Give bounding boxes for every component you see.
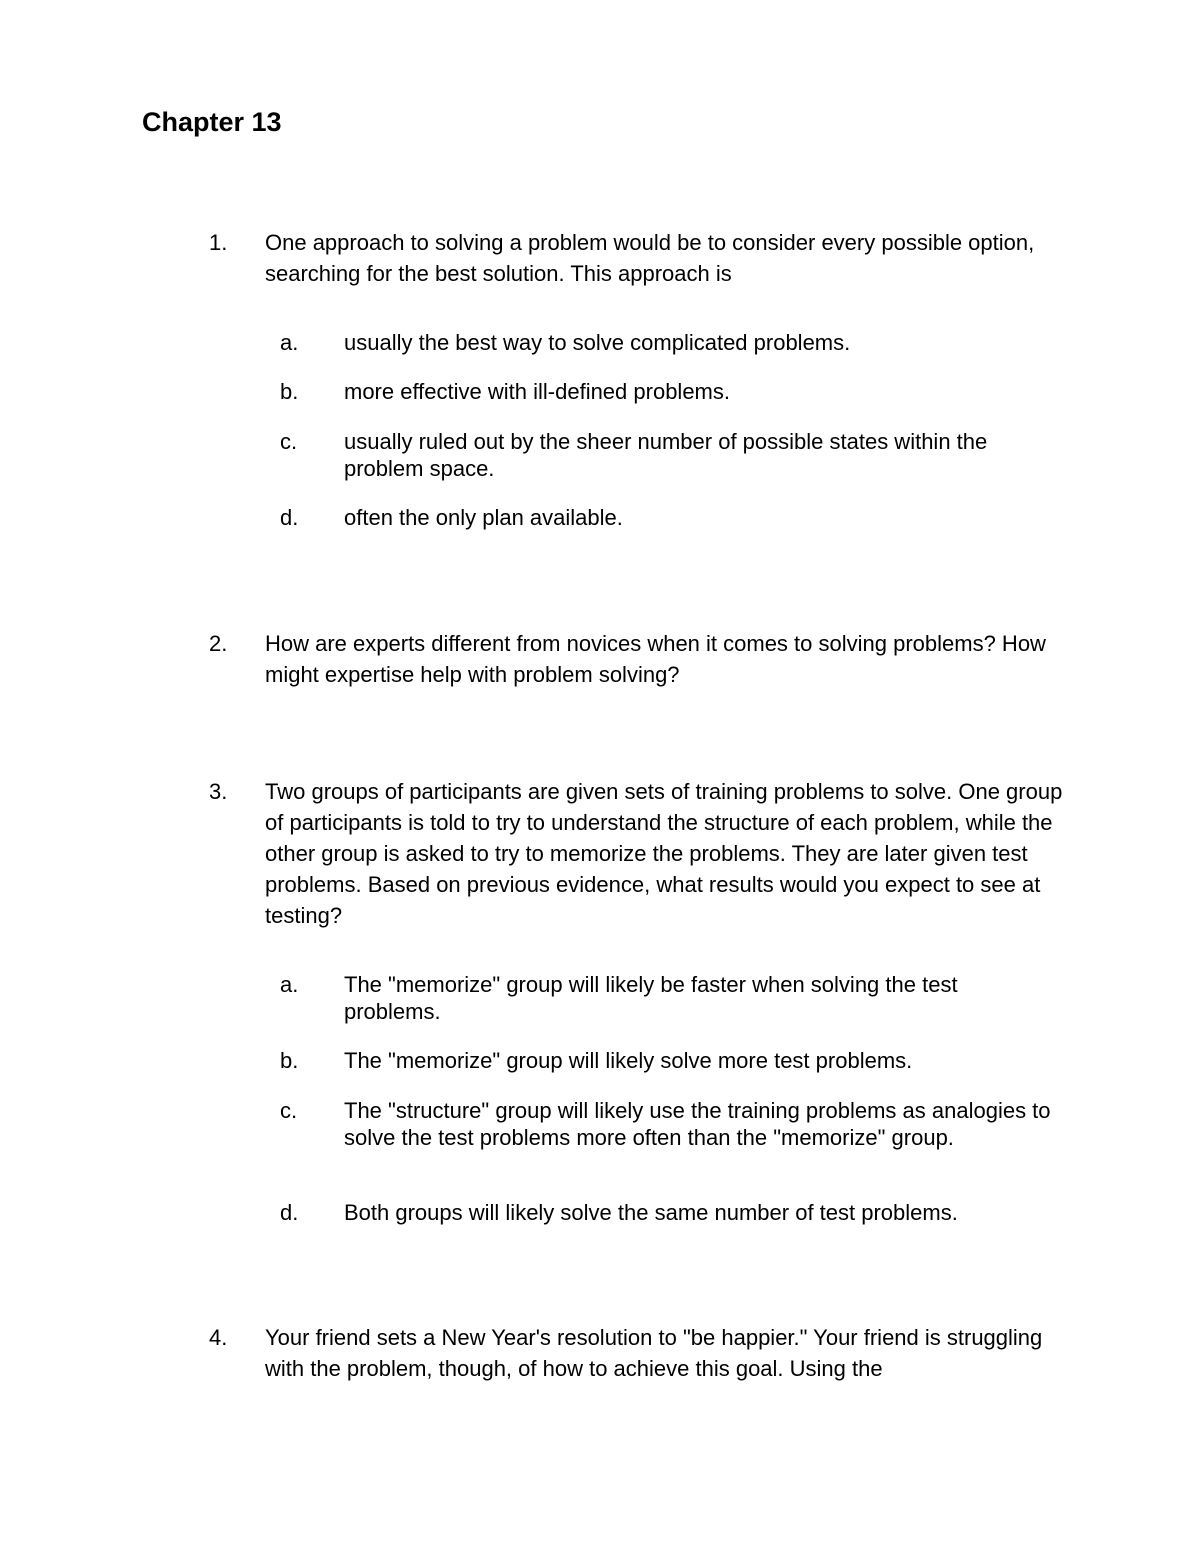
option-text: more effective with ill-defined problems.	[344, 379, 730, 404]
option-text: The "memorize" group will likely be faster when solving the test problems.	[344, 972, 958, 1024]
option-letter: a.	[280, 972, 299, 997]
option-text: The "structure" group will likely use the training problems as analogies to solve the test problems more often than the "memorize" group.	[344, 1098, 1051, 1150]
question-text: How are experts different from novices when it comes to solving problems? How might expertise help with problem solving?	[265, 631, 1046, 687]
option-text: often the only plan available.	[344, 505, 623, 530]
option-letter: a.	[280, 330, 299, 355]
chapter-title: Chapter 13	[142, 107, 282, 137]
option-letter: b.	[280, 379, 299, 404]
question-number: 1.	[209, 230, 228, 255]
option-letter: d.	[280, 505, 299, 530]
option-text: Both groups will likely solve the same number of test problems.	[344, 1200, 958, 1225]
question-text: One approach to solving a problem would be to consider every possible option, searching for the best solution. This approach is	[265, 230, 1035, 286]
question-text: Two groups of participants are given sets of training problems to solve. One group of participants is told to try to understand the structure of each problem, while the other group is asked to try to memorize the problems. They are later given test problems. Based on previous evidence, what results would you expect to see at testing?	[265, 779, 1063, 928]
question-number: 3.	[209, 779, 228, 804]
option-letter: c.	[280, 429, 298, 454]
option-letter: d.	[280, 1200, 299, 1225]
option-letter: b.	[280, 1048, 299, 1073]
question-number: 2.	[209, 631, 228, 656]
question-number: 4.	[209, 1325, 228, 1350]
question-text: Your friend sets a New Year's resolution to "be happier." Your friend is struggling with the problem, though, of how to achieve this goal. Using the	[265, 1325, 1043, 1381]
option-text: usually the best way to solve complicated problems.	[344, 330, 851, 355]
option-text: usually ruled out by the sheer number of possible states within the problem space.	[344, 429, 988, 481]
option-letter: c.	[280, 1098, 298, 1123]
option-text: The "memorize" group will likely solve more test problems.	[344, 1048, 913, 1073]
